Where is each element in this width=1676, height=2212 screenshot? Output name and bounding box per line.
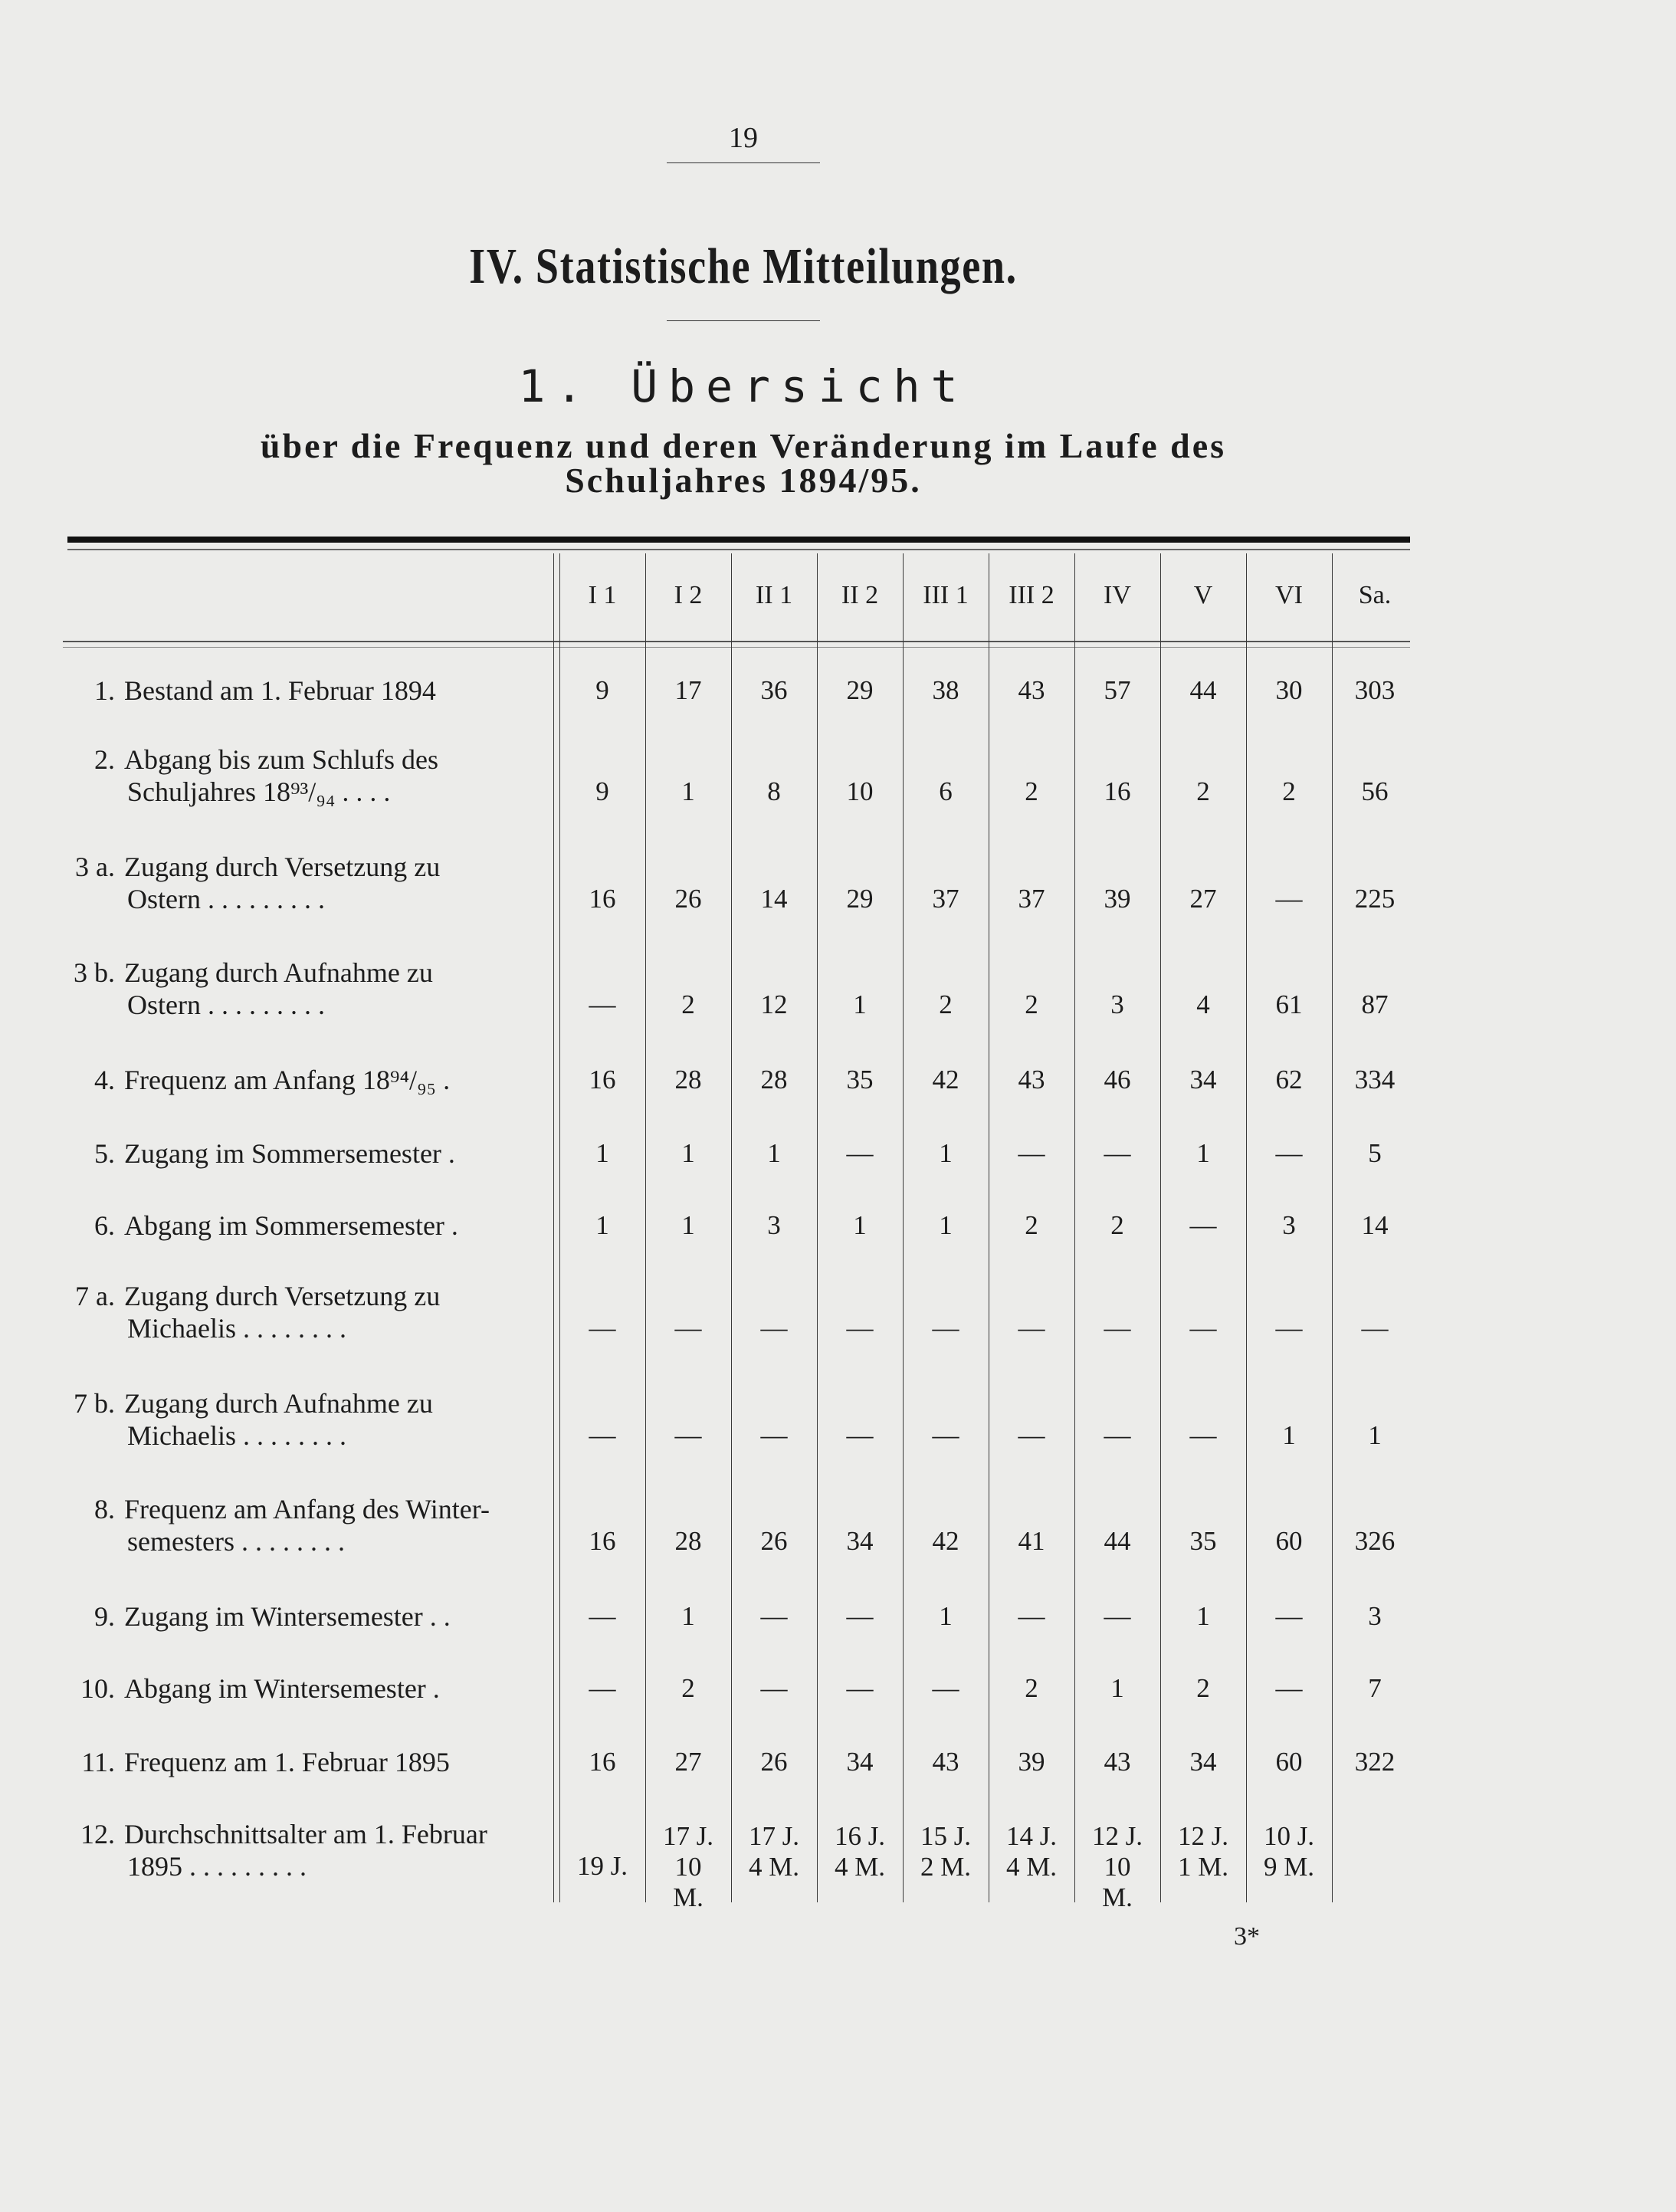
table-cell: — <box>674 1313 702 1343</box>
table-cell: 5 <box>1368 1138 1382 1168</box>
table-cell: 9 <box>595 675 609 705</box>
row-label-text: Zugang durch Aufnahme zu <box>124 957 433 988</box>
row-label-text: Abgang bis zum Schlufs des <box>124 744 438 775</box>
row-number: 9. <box>94 1601 115 1632</box>
table-cell: 2 <box>681 1673 695 1703</box>
table-cell: 4 <box>1196 989 1210 1019</box>
table-cell: 16 <box>589 1526 616 1556</box>
row-label <box>61 1818 552 1882</box>
table-cell: 34 <box>846 1747 874 1777</box>
table-cell: — <box>674 1420 702 1450</box>
table-cell: 1 <box>681 1210 695 1240</box>
footer-mark: 3* <box>1234 1922 1260 1951</box>
table-cell: 29 <box>846 884 874 914</box>
column-header: IV <box>1104 581 1131 609</box>
row-label <box>61 1387 552 1452</box>
row-number: 10. <box>80 1673 115 1704</box>
table-cell: 27 <box>674 1747 702 1777</box>
row-number: 7 a. <box>75 1281 115 1311</box>
row-label <box>61 674 552 707</box>
table-cell: 16 J. 4 M. <box>834 1821 886 1882</box>
table-cell: 42 <box>932 1526 959 1556</box>
row-label-continuation: Ostern . . . . . . . . . <box>127 884 325 914</box>
table-cell: 35 <box>1189 1526 1217 1556</box>
table-cell: 26 <box>760 1747 788 1777</box>
table-cell: 36 <box>760 675 788 705</box>
table-cell: 37 <box>1018 884 1045 914</box>
header-bottom-rule <box>63 641 1410 642</box>
row-label-text: Zugang durch Versetzung zu <box>124 852 441 882</box>
table-cell: 1 <box>1368 1420 1382 1450</box>
table-cell: 60 <box>1275 1747 1303 1777</box>
table-cell: — <box>1018 1313 1045 1343</box>
table-cell: 38 <box>932 675 959 705</box>
table-cell: — <box>932 1420 959 1450</box>
table-cell: — <box>1275 1138 1303 1168</box>
column-divider <box>553 553 554 1902</box>
table-cell: 326 <box>1354 1526 1396 1556</box>
table-cell: — <box>760 1601 788 1631</box>
table-cell: 62 <box>1275 1065 1303 1095</box>
table-cell: — <box>1189 1420 1217 1450</box>
table-cell: — <box>760 1673 788 1703</box>
table-cell: 2 <box>1282 776 1296 806</box>
row-label <box>61 851 552 915</box>
table-cell: 44 <box>1189 675 1217 705</box>
table-cell: — <box>1189 1210 1217 1240</box>
table-cell: 19 J. <box>576 1851 628 1881</box>
table-cell: — <box>760 1313 788 1343</box>
row-label <box>61 1209 552 1242</box>
table-cell: — <box>589 1420 616 1450</box>
table-cell: 1 <box>595 1138 609 1168</box>
column-header: V <box>1193 581 1213 609</box>
table-cell: — <box>1018 1420 1045 1450</box>
table-cell: — <box>932 1313 959 1343</box>
row-label-continuation: Michaelis . . . . . . . . <box>127 1313 346 1344</box>
table-cell: — <box>846 1601 874 1631</box>
table-cell: — <box>1018 1601 1045 1631</box>
row-label-continuation: semesters . . . . . . . . <box>127 1526 345 1557</box>
row-label-continuation: Schuljahres 18⁹³/₉₄ . . . . <box>127 776 391 807</box>
table-cell: 1 <box>1196 1601 1210 1631</box>
table-cell: 26 <box>674 884 702 914</box>
table-cell: — <box>846 1673 874 1703</box>
row-label-text: Frequenz am Anfang 18⁹⁴/₉₅ . <box>124 1065 451 1095</box>
table-cell: 2 <box>1025 776 1038 806</box>
table-cell: 2 <box>939 989 953 1019</box>
column-header: I 1 <box>588 581 617 609</box>
table-cell: 1 <box>939 1601 953 1631</box>
row-label <box>61 743 552 808</box>
column-header: III 1 <box>923 581 969 609</box>
table-cell: 1 <box>1196 1138 1210 1168</box>
table-cell: 29 <box>846 675 874 705</box>
column-header: III 2 <box>1009 581 1054 609</box>
table-cell: 1 <box>939 1138 953 1168</box>
table-cell: 3 <box>767 1210 781 1240</box>
column-header: Sa. <box>1358 581 1392 609</box>
table-cell: 28 <box>674 1065 702 1095</box>
title-separator <box>667 320 820 321</box>
table-cell: 87 <box>1361 989 1389 1019</box>
table-cell: 57 <box>1104 675 1131 705</box>
table-cell: 30 <box>1275 675 1303 705</box>
table-cell: 16 <box>589 884 616 914</box>
table-cell: 43 <box>1104 1747 1131 1777</box>
table-cell: — <box>1104 1601 1131 1631</box>
row-label-text: Durchschnittsalter am 1. Februar <box>124 1819 487 1849</box>
table-cell: — <box>1275 1601 1303 1631</box>
row-label <box>61 957 552 1021</box>
table-cell: 39 <box>1104 884 1131 914</box>
table-cell: 1 <box>1282 1420 1296 1450</box>
table-cell: 2 <box>1196 776 1210 806</box>
table-cell: — <box>1275 884 1303 914</box>
table-cell: 17 J. 10 M. <box>662 1821 714 1912</box>
table-cell: 2 <box>1025 1673 1038 1703</box>
table-cell: 2 <box>681 989 695 1019</box>
row-label <box>61 1064 552 1096</box>
table-cell: 27 <box>1189 884 1217 914</box>
table-cell: 56 <box>1361 776 1389 806</box>
table-cell: 1 <box>681 776 695 806</box>
table-cell: 303 <box>1354 675 1396 705</box>
table-cell: 3 <box>1368 1601 1382 1631</box>
row-label <box>61 1137 552 1170</box>
row-label <box>61 1600 552 1633</box>
table-cell: 34 <box>846 1526 874 1556</box>
table-cell: — <box>1018 1138 1045 1168</box>
row-number: 1. <box>94 675 115 706</box>
subtitle-line-2: Schuljahres 1894/95. <box>565 461 922 500</box>
table-cell: 12 J. 10 M. <box>1091 1821 1143 1912</box>
table-cell: 10 <box>846 776 874 806</box>
section-title: IV. Statistische Mitteilungen. <box>469 238 1018 294</box>
table-cell: 14 <box>1361 1210 1389 1240</box>
table-cell: 1 <box>681 1601 695 1631</box>
table-cell: 1 <box>767 1138 781 1168</box>
table-cell: 37 <box>932 884 959 914</box>
row-number: 11. <box>81 1747 115 1777</box>
column-header: I 2 <box>674 581 703 609</box>
table-cell: 1 <box>1110 1673 1124 1703</box>
column-header: II 1 <box>755 581 793 609</box>
row-number: 8. <box>94 1494 115 1524</box>
row-label-continuation: Michaelis . . . . . . . . <box>127 1420 346 1451</box>
table-cell: 1 <box>595 1210 609 1240</box>
table-cell: 12 J. 1 M. <box>1177 1821 1229 1882</box>
table-cell: 44 <box>1104 1526 1131 1556</box>
column-header: VI <box>1275 581 1303 609</box>
row-label <box>61 1280 552 1344</box>
table-cell: — <box>846 1138 874 1168</box>
table-cell: — <box>932 1673 959 1703</box>
table-cell: 34 <box>1189 1065 1217 1095</box>
table-cell: 3 <box>1110 989 1124 1019</box>
row-label-text: Abgang im Wintersemester . <box>124 1673 440 1704</box>
table-cell: 43 <box>1018 675 1045 705</box>
table-cell: — <box>1104 1313 1131 1343</box>
row-label-text: Zugang durch Aufnahme zu <box>124 1388 433 1419</box>
table-cell: 61 <box>1275 989 1303 1019</box>
table-cell: 26 <box>760 1526 788 1556</box>
table-cell: — <box>589 1601 616 1631</box>
row-number: 4. <box>94 1065 115 1095</box>
row-number: 5. <box>94 1138 115 1169</box>
row-label-text: Frequenz am 1. Februar 1895 <box>124 1747 450 1777</box>
table-cell: 34 <box>1189 1747 1217 1777</box>
table-cell: 9 <box>595 776 609 806</box>
table-cell: 28 <box>760 1065 788 1095</box>
table-cell: — <box>760 1420 788 1450</box>
table-top-rule-thin <box>67 549 1410 550</box>
table-cell: — <box>1361 1313 1389 1343</box>
row-label-continuation: Ostern . . . . . . . . . <box>127 989 325 1020</box>
table-cell: — <box>589 1673 616 1703</box>
row-number: 6. <box>94 1210 115 1241</box>
table-cell: 12 <box>760 989 788 1019</box>
table-cell: 322 <box>1354 1747 1396 1777</box>
row-label <box>61 1672 552 1705</box>
table-cell: — <box>1275 1313 1303 1343</box>
table-cell: 17 J. 4 M. <box>748 1821 800 1882</box>
table-cell: 225 <box>1354 884 1396 914</box>
table-cell: 1 <box>853 989 867 1019</box>
table-cell: 41 <box>1018 1526 1045 1556</box>
table-cell: 10 J. 9 M. <box>1263 1821 1315 1882</box>
table-cell: 16 <box>1104 776 1131 806</box>
table-cell: — <box>1104 1138 1131 1168</box>
page-number-rule <box>667 162 820 163</box>
row-label-continuation: 1895 . . . . . . . . . <box>127 1851 307 1882</box>
table-cell: — <box>1189 1313 1217 1343</box>
table-cell: 28 <box>674 1526 702 1556</box>
page-number: 19 <box>729 122 758 154</box>
subtitle-line-1: über die Frequenz und deren Veränderung im Laufe des <box>260 426 1227 465</box>
table-cell: 1 <box>853 1210 867 1240</box>
row-number: 3 b. <box>74 957 115 988</box>
table-cell: — <box>846 1313 874 1343</box>
table-cell: 15 J. 2 M. <box>920 1821 972 1882</box>
table-cell: — <box>589 989 616 1019</box>
row-label <box>61 1746 552 1778</box>
table-cell: 43 <box>932 1747 959 1777</box>
row-number: 3 a. <box>75 852 115 882</box>
table-cell: 2 <box>1196 1673 1210 1703</box>
row-label-text: Bestand am 1. Februar 1894 <box>124 675 436 706</box>
table-cell: 14 <box>760 884 788 914</box>
column-header: II 2 <box>841 581 879 609</box>
table-cell: 39 <box>1018 1747 1045 1777</box>
table-cell: — <box>589 1313 616 1343</box>
table-cell: 6 <box>939 776 953 806</box>
table-cell: 3 <box>1282 1210 1296 1240</box>
row-number: 2. <box>94 744 115 775</box>
table-cell: 1 <box>681 1138 695 1168</box>
row-label-text: Frequenz am Anfang des Winter- <box>124 1494 490 1524</box>
row-label-text: Zugang im Sommersemester . <box>124 1138 455 1169</box>
table-cell: 60 <box>1275 1526 1303 1556</box>
header-bottom-rule-thin <box>63 647 1410 648</box>
row-number: 12. <box>80 1819 115 1849</box>
table-cell: 1 <box>939 1210 953 1240</box>
row-label-text: Zugang im Wintersemester . . <box>124 1601 451 1632</box>
table-cell: — <box>1275 1673 1303 1703</box>
table-cell: 7 <box>1368 1673 1382 1703</box>
table-cell: 14 J. 4 M. <box>1005 1821 1058 1882</box>
table-cell: 2 <box>1025 989 1038 1019</box>
row-label-text: Zugang durch Versetzung zu <box>124 1281 441 1311</box>
row-label-text: Abgang im Sommersemester . <box>124 1210 458 1241</box>
table-cell: 46 <box>1104 1065 1131 1095</box>
table-cell: 35 <box>846 1065 874 1095</box>
table-cell: 16 <box>589 1747 616 1777</box>
row-number: 7 b. <box>74 1388 115 1419</box>
table-cell: 43 <box>1018 1065 1045 1095</box>
table-cell: 2 <box>1025 1210 1038 1240</box>
table-cell: 16 <box>589 1065 616 1095</box>
row-label <box>61 1493 552 1557</box>
table-cell: — <box>846 1420 874 1450</box>
table-cell: 8 <box>767 776 781 806</box>
table-top-rule <box>67 537 1410 543</box>
subsection-title: 1. Übersicht <box>518 360 969 412</box>
table-cell: 2 <box>1110 1210 1124 1240</box>
table-cell: 17 <box>674 675 702 705</box>
table-cell: — <box>1104 1420 1131 1450</box>
table-cell: 42 <box>932 1065 959 1095</box>
table-cell: 334 <box>1354 1065 1396 1095</box>
